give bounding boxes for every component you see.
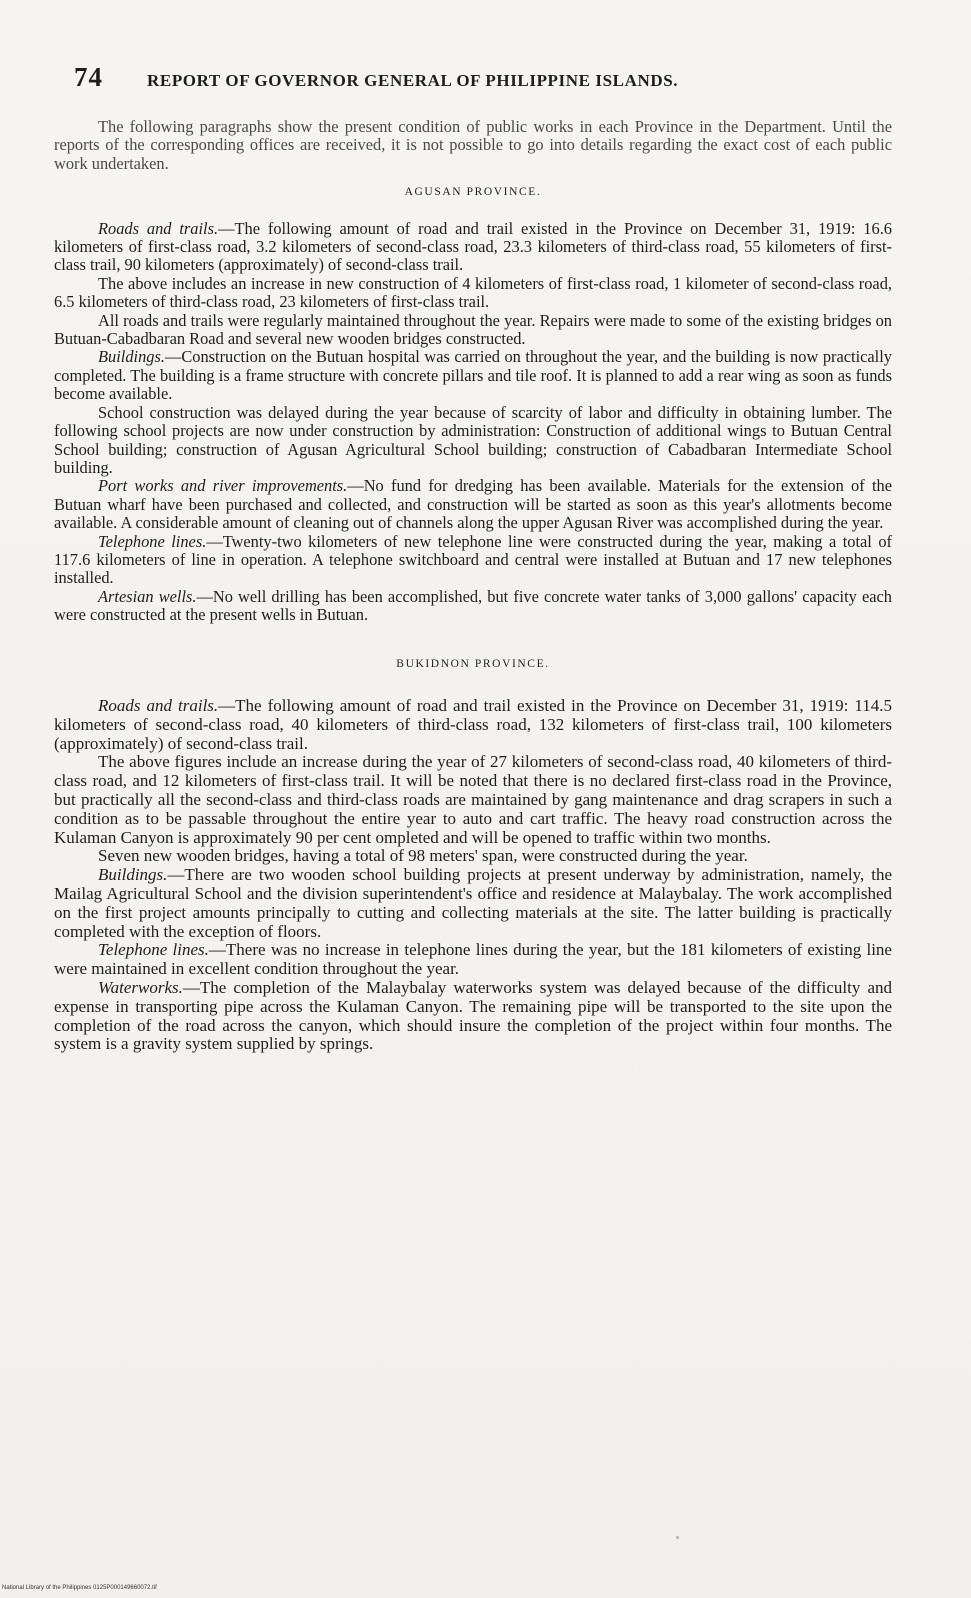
paragraph-lead: Waterworks. (98, 977, 183, 997)
section-heading: AGUSAN PROVINCE. (404, 186, 542, 199)
paragraph-text: —There was no increase in telephone lines during the year, but the 181 kilometers of existing line were maintained in excellent condition throughout the year. (54, 940, 892, 979)
paragraph (54, 477, 892, 532)
paragraph (54, 404, 892, 478)
page-header (74, 62, 904, 93)
report-body (54, 118, 892, 1054)
paragraph-lead: Roads and trails. (98, 695, 219, 715)
page-number: 74 (74, 62, 103, 92)
paragraph (54, 847, 892, 866)
paragraph (54, 588, 892, 625)
paragraph (54, 753, 892, 847)
paragraph-text: Seven new wooden bridges, having a total of 98 meters' span, were constructed during the year. (98, 846, 748, 866)
paragraph-text: —The completion of the Malaybalay waterworks system was delayed because of the difficulty and expense in transporting pipe across the Kulaman Canyon. The remaining pipe will be transported to the site upon the completion of the road across the canyon, which should insure the completion of the project within four months. The system is a gravity system supplied by springs. (54, 977, 892, 1054)
scan-footer-label: National Library of the Philippines 0125P000149660072.tif (2, 1585, 157, 1591)
paragraph-lead: Telephone lines. (98, 531, 207, 551)
paragraph-text: The above includes an increase in new construction of 4 kilometers of first-class road, 1 kilometer of second-class road, 6.5 kilometers of third-class road, 23 kilometers of first-class trail. (54, 273, 892, 312)
paragraph-text: —The following amount of road and trail existed in the Province on December 31, 1919: 16.6 kilometers of first-class road, 3.2 kilometers of second-class road, 23.3 kilometers of third-class road, 55 kilometers of first-class trail, 90 kilometers (approximately) of second-class trail. (54, 218, 892, 275)
section-heading: BUKIDNON PROVINCE. (396, 657, 550, 670)
paragraph-text: The above figures include an increase during the year of 27 kilometers of second-class road, 40 kilometers of third-class road, and 12 kilometers of first-class trail. It will be noted that there is no declared first-class road in the Province, but practically all the second-class and third-class roads are maintained by gang maintenance and drag scrapers in such a condition as to be passable throughout the entire year to auto and cart traffic. The heavy road construction across the Kulaman Canyon is approximately 90 per cent ompleted and will be opened to traffic within two months. (54, 752, 892, 847)
scan-speck (676, 1536, 679, 1539)
paragraph (54, 697, 892, 753)
paragraph-text: School construction was delayed during the year because of scarcity of labor and difficulty in obtaining lumber. The following school projects are now under construction by administration: Construction of additional wings to Butuan Central School building; construction of Agusan Agricultural School building; construction of Cabadbaran Intermediate School building. (54, 402, 892, 477)
section-bukidnon (54, 655, 892, 1055)
paragraph-text: —No fund for dredging has been available. Materials for the extension of the Butuan wharf have been purchased and collected, and construction will be started as soon as this year's allotments become available. A considerable amount of cleaning out of channels along the upper Agusan River was accomplished during the year. (54, 476, 892, 533)
paragraph (54, 275, 892, 312)
paragraph-text: —There are two wooden school building projects at present underway by administration, namely, the Mailag Agricultural School and the division superintendent's office and residence at Malaybalay. The work accomplished on the first project amounts principally to cutting and collecting materials at the site. The latter building is practically completed with the exception of floors. (54, 865, 892, 941)
paragraph-lead: Telephone lines. (98, 940, 209, 960)
paragraph-lead: Artesian wells. (98, 586, 197, 606)
paragraph (54, 941, 892, 979)
paragraph-lead: Roads and trails. (98, 218, 219, 238)
paragraph (54, 312, 892, 349)
paragraph (54, 220, 892, 275)
paragraph-text: —No well drilling has been accomplished, but five concrete water tanks of 3,000 gallons' capacity each were constructed at the present wells in Butuan. (54, 586, 892, 625)
paragraph-lead: Buildings. (98, 347, 165, 367)
paragraph-text: —Construction on the Butuan hospital was carried on throughout the year, and the building is now practically completed. The building is a frame structure with concrete pillars and tile roof. It is planned to add a rear wing as soon as funds become available. (54, 347, 892, 404)
paragraph (54, 979, 892, 1054)
paragraph-lead: Port works and river improvements. (98, 476, 348, 496)
paragraph-text: —Twenty-two kilometers of new telephone line were constructed during the year, making a total of 117.6 kilometers of line in operation. A telephone switchboard and central were installed at Butuan and 17 new telephones installed. (54, 531, 892, 588)
section-agusan (54, 183, 892, 624)
paragraph (54, 533, 892, 588)
intro-paragraph: The following paragraphs show the present condition of public works in each Province in the Department. Until the reports of the corresponding offices are received, it is not possible to go into details regarding the exact cost of each public work undertaken. (54, 117, 892, 173)
running-head: REPORT OF GOVERNOR GENERAL OF PHILIPPINE ISLANDS. (147, 71, 679, 90)
paragraph-text: —The following amount of road and trail existed in the Province on December 31, 1919: 114.5 kilometers of second-class road, 40 kilometers of third-class road, 132 kilometers of first-class trail, 100 kilometers (approximately) of second-class trail. (54, 695, 892, 753)
paragraph-text: All roads and trails were regularly maintained throughout the year. Repairs were made to some of the existing bridges on Butuan-Cabadbaran Road and several new wooden bridges constructed. (54, 310, 892, 349)
paragraph (54, 348, 892, 403)
paragraph-lead: Buildings. (98, 865, 168, 885)
paragraph (54, 866, 892, 941)
